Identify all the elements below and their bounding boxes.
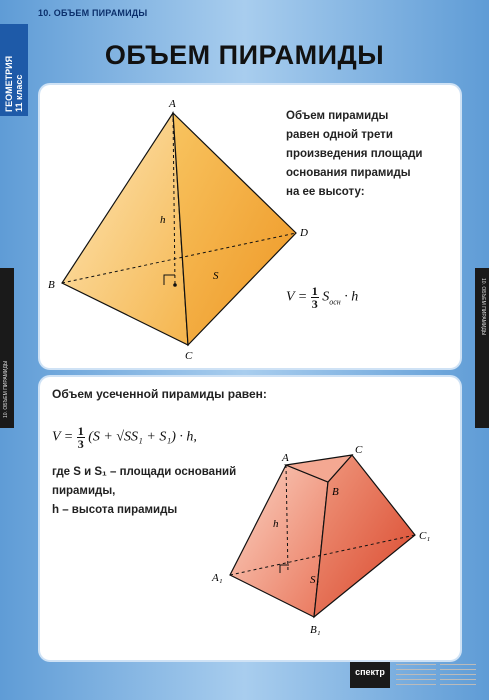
definition-line: произведения площади [286, 148, 423, 160]
topic-header: 10. ОБЪЕМ ПИРАМИДЫ [38, 8, 148, 18]
fraction-numerator: 1 [77, 424, 84, 438]
foot-point [173, 283, 177, 287]
label-s: S [213, 270, 219, 282]
label-s1: S₁ [310, 574, 320, 586]
definition-line: основания пирамиды [286, 167, 411, 179]
definition-line: равен одной трети [286, 129, 393, 141]
label-c: C [185, 350, 193, 362]
definition-text [286, 107, 422, 202]
right-side-label: 10. ОБЪЕМ ПИРАМИДЫ [480, 278, 486, 336]
label-a: A [282, 452, 289, 464]
face-abc [62, 113, 188, 345]
footer [350, 660, 480, 694]
fine-print [396, 664, 436, 688]
frustum-heading: Объем усеченной пирамиды равен: [52, 387, 267, 401]
label-h: h [160, 214, 166, 226]
formula-s: S [322, 289, 330, 305]
label-b1: B₁ [310, 624, 321, 636]
label-a1: A₁ [212, 572, 223, 584]
legend-line: пирамиды, [52, 485, 116, 497]
left-side-label: 10. ОБЪЕМ ПИРАМИДЫ [3, 360, 9, 418]
label-c: C [355, 444, 363, 456]
definition-line: Объем пирамиды [286, 110, 389, 122]
right-side-tab [475, 268, 489, 428]
left-side-tab [0, 268, 14, 428]
label-b: B [48, 279, 55, 291]
fraction [311, 285, 319, 310]
frustum-figure [40, 377, 460, 660]
definition-line: на ее высоту: [286, 186, 365, 198]
label-d: D [300, 227, 308, 239]
grade-label: 11 класс [14, 74, 24, 112]
label-c1: C₁ [419, 530, 431, 542]
label-b: B [332, 486, 339, 498]
fraction-denominator: 3 [77, 437, 84, 451]
label-h: h [273, 518, 279, 530]
publisher-logo: спектр [350, 662, 390, 688]
face-front-left [230, 465, 328, 617]
subject-label: ГЕОМЕТРИЯ [4, 55, 14, 112]
face-acd [173, 113, 296, 345]
page-title: ОБЪЕМ ПИРАМИДЫ [104, 40, 385, 70]
formula-lhs: V = [286, 289, 311, 305]
fine-print [440, 664, 476, 688]
formula-body: (S + √SS₁ + S₁) · h, [88, 429, 197, 445]
fraction-denominator: 3 [311, 297, 318, 311]
pyramid-formula [286, 285, 358, 310]
formula-h: · h [344, 289, 359, 305]
formula-v: V = [52, 429, 77, 445]
frustum-panel [40, 377, 460, 660]
legend-line: h – высота пирамиды [52, 504, 178, 516]
legend-line: где S и S₁ – площади оснований [52, 466, 237, 478]
pyramid-panel [40, 85, 460, 368]
fraction-numerator: 1 [311, 284, 318, 298]
label-a: A [169, 98, 176, 110]
formula-subscript: осн [329, 297, 341, 307]
